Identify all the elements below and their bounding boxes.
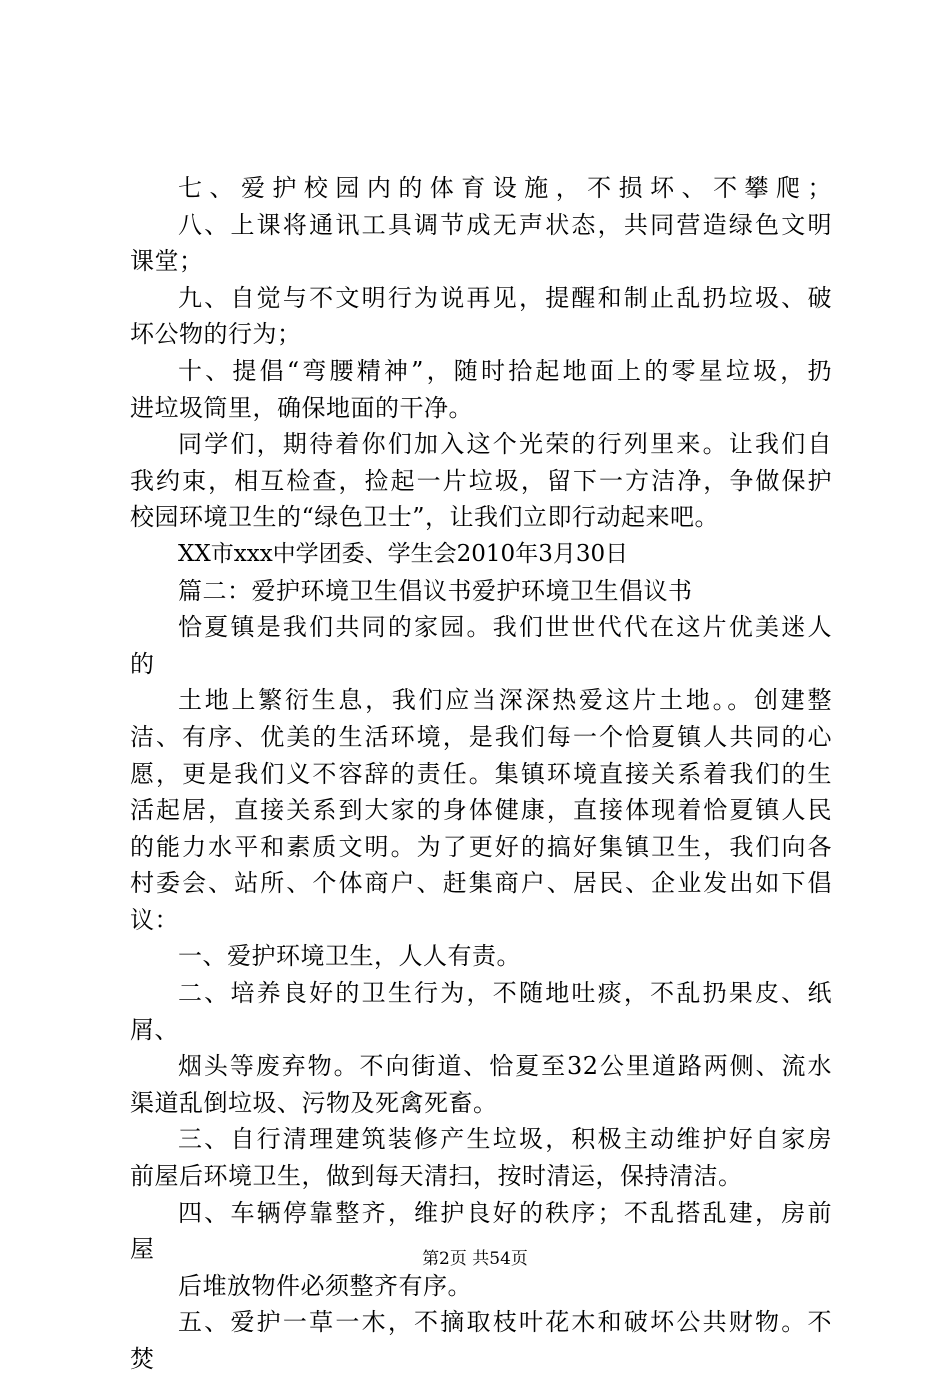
text-line: 五、爱护一草一木，不摘取枝叶花木和破坏公共财物。不: [178, 1308, 832, 1337]
text-line: 我约束，相互检查，捡起一片垃圾，留下一方洁净，争做保护: [130, 466, 832, 495]
text-line: 烟头等废弃物。不向街道、恰夏至32公里道路两侧、流水: [178, 1052, 832, 1081]
text-line: 愿，更是我们义不容辞的责任。集镇环境直接关系着我们的生: [130, 759, 832, 788]
text-line: 恰夏镇是我们共同的家园。我们世世代代在这片优美迷人: [178, 613, 832, 642]
text-line: 八、上课将通讯工具调节成无声状态，共同营造绿色文明: [178, 210, 832, 239]
page-footer: 第2页 共54页: [422, 1249, 528, 1269]
text-line: 课堂；: [130, 247, 204, 276]
text-line: 洁、有序、优美的生活环境，是我们每一个恰夏镇人共同的心: [130, 722, 832, 751]
text-line: 同学们，期待着你们加入这个光荣的行列里来。让我们自: [178, 430, 832, 459]
text-line: 校园环境卫生的“绿色卫士”，让我们立即行动起来吧。: [130, 503, 720, 532]
section-heading: 篇二：爱护环境卫生倡议书爱护环境卫生倡议书: [178, 576, 693, 605]
text-line: 屋: [130, 1235, 155, 1264]
text-line: 前屋后环境卫生，做到每天清扫，按时清运，保持清洁。: [130, 1162, 743, 1191]
text-line: 进垃圾筒里，确保地面的干净。: [130, 393, 473, 422]
text-line: 十、提倡“弯腰精神”，随时拾起地面上的零星垃圾，扔: [178, 356, 832, 385]
text-line: 村委会、站所、个体商户、赶集商户、居民、企业发出如下倡: [130, 869, 832, 898]
text-line: 三、自行清理建筑装修产生垃圾，积极主动维护好自家房: [178, 1125, 832, 1154]
text-line: 活起居，直接关系到大家的身体健康，直接体现着恰夏镇人民: [130, 796, 832, 825]
text-line: 屑、: [130, 1015, 179, 1044]
text-line: 议：: [130, 905, 179, 934]
text-line: 焚: [130, 1345, 155, 1373]
body-text: [130, 170, 832, 1378]
text-line: 渠道乱倒垃圾、污物及死禽死畜。: [130, 1088, 498, 1117]
text-line: 土地上繁衍生息，我们应当深深热爱这片土地。。创建整: [178, 686, 832, 715]
text-line: 的: [130, 649, 155, 678]
text-line: 四、车辆停靠整齐，维护良好的秩序；不乱搭乱建，房前: [178, 1198, 832, 1227]
text-line: 二、培养良好的卫生行为，不随地吐痰，不乱扔果皮、纸: [178, 979, 832, 1008]
text-line: 后堆放物件必须整齐有序。: [178, 1271, 472, 1300]
text-line: 坏公物的行为；: [130, 320, 302, 349]
text-line: 的能力水平和素质文明。为了更好的搞好集镇卫生，我们向各: [130, 832, 832, 861]
text-line: 一、爱护环境卫生，人人有责。: [178, 942, 521, 971]
text-line: 九、自觉与不文明行为说再见，提醒和制止乱扔垃圾、破: [178, 283, 832, 312]
text-line: 七、爱护校园内的体育设施，不损坏、不攀爬；: [178, 174, 832, 202]
signature-line: XX市xxx中学团委、学生会2010年3月30日: [178, 540, 629, 567]
